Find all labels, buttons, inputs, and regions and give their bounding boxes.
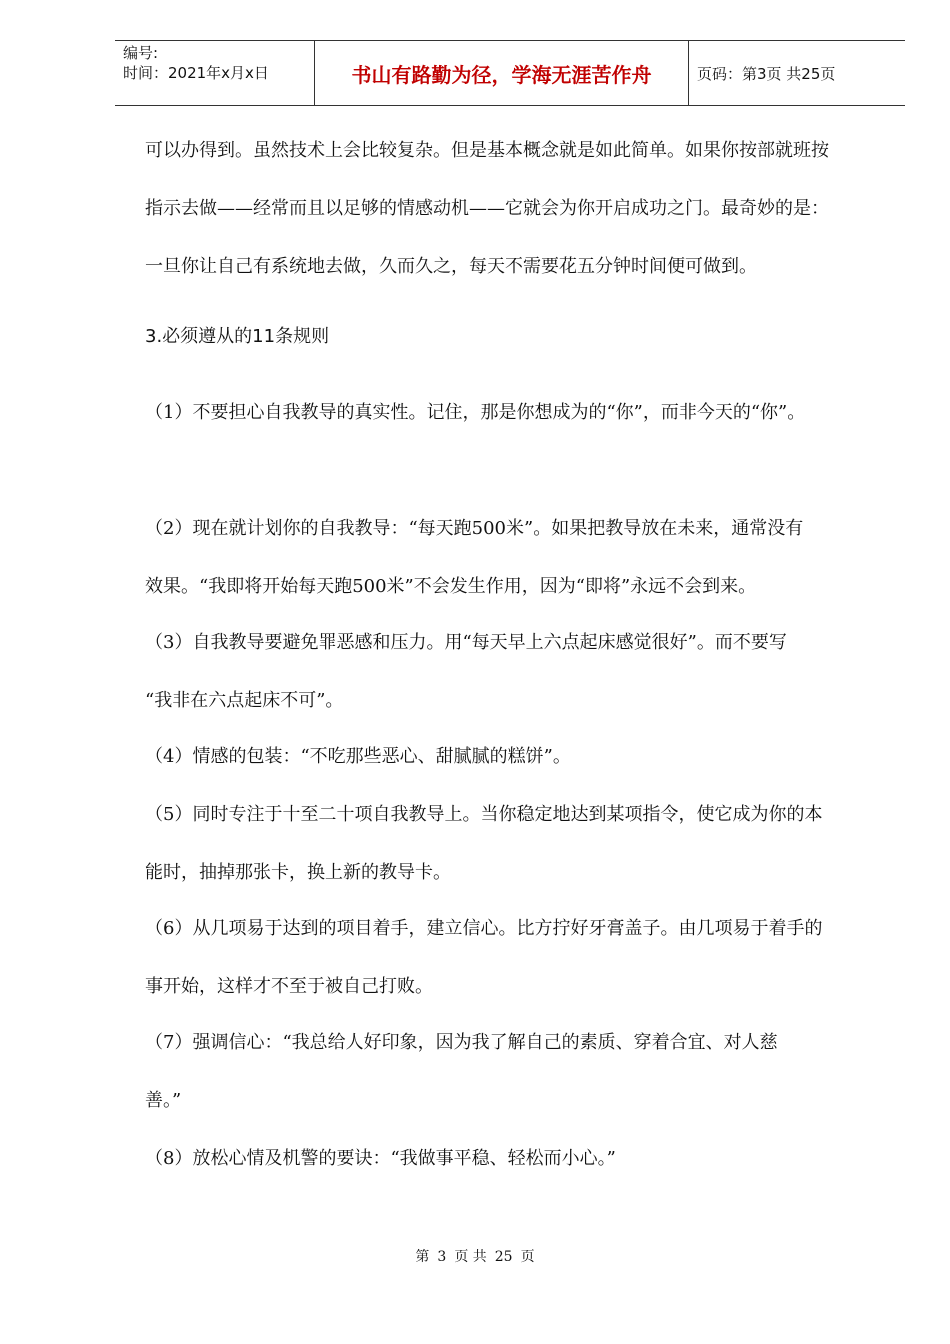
footer-prefix: 第 [415, 1249, 430, 1265]
time-label: 时间：2021年x月x日 [123, 64, 269, 82]
rule-item-cont: “我非在六点起床不可”。 [145, 690, 344, 711]
body-line: 一旦你让自己有系统地去做，久而久之，每天不需要花五分钟时间便可做到。 [145, 256, 757, 277]
rule-item-cont: 能时，抽掉那张卡，换上新的教导卡。 [145, 862, 451, 883]
footer-middle: 页 共 [454, 1249, 487, 1265]
rule-item: （3）自我教导要避免罪恶感和压力。用“每天早上六点起床感觉很好”。而不要写 [145, 632, 787, 653]
footer-page-number: 3 [437, 1249, 447, 1265]
footer-suffix: 页 [520, 1249, 535, 1265]
header-page-info: 页码：第3页 共25页 [697, 64, 836, 83]
page-header [115, 40, 905, 106]
rule-item: （1）不要担心自我教导的真实性。记住，那是你想成为的“你”，而非今天的“你”。 [145, 402, 806, 423]
page-footer [0, 1246, 950, 1266]
body-line: 可以办得到。虽然技术上会比较复杂。但是基本概念就是如此简单。如果你按部就班按 [145, 140, 829, 161]
rule-item: （2）现在就计划你的自我教导：“每天跑500米”。如果把教导放在未来，通常没有 [145, 518, 804, 539]
header-meta [115, 41, 315, 105]
rule-item: （7）强调信心：“我总给人好印象，因为我了解自己的素质、穿着合宜、对人慈 [145, 1032, 778, 1053]
rule-item: （8）放松心情及机警的要诀：“我做事平稳、轻松而小心。” [145, 1148, 616, 1169]
rule-item: （6）从几项易于达到的项目着手，建立信心。比方拧好牙膏盖子。由几项易于着手的 [145, 918, 823, 939]
rule-item: （4）情感的包装：“不吃那些恶心、甜腻腻的糕饼”。 [145, 746, 571, 767]
rule-item-cont: 事开始，这样才不至于被自己打败。 [145, 976, 433, 997]
serial-label: 编号: [123, 44, 159, 62]
header-motto: 书山有路勤为径，学海无涯苦作舟 [315, 41, 689, 105]
body-line: 指示去做——经常而且以足够的情感动机——它就会为你开启成功之门。最奇妙的是： [145, 198, 829, 219]
rule-item: （5）同时专注于十至二十项自我教导上。当你稳定地达到某项指令，使它成为你的本 [145, 804, 823, 825]
footer-total-pages: 25 [494, 1249, 513, 1265]
rule-item-cont: 善。” [145, 1090, 182, 1111]
section-heading: 3.必须遵从的11条规则 [145, 326, 330, 347]
rule-item-cont: 效果。“我即将开始每天跑500米”不会发生作用，因为“即将”永远不会到来。 [145, 576, 757, 597]
